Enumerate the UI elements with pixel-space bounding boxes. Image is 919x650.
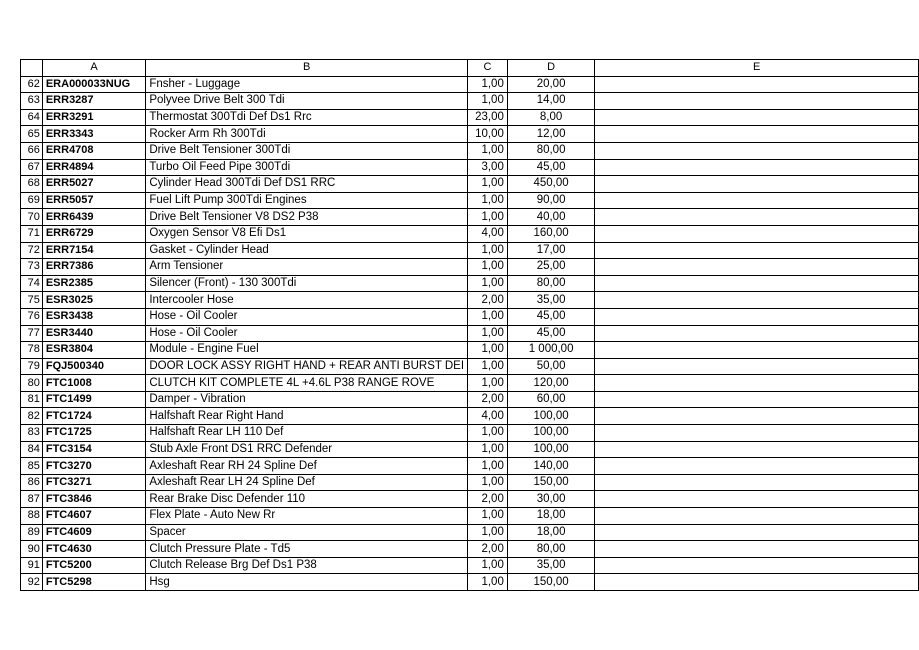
part-number-cell: FTC5200 xyxy=(42,557,145,574)
price-cell: 45,00 xyxy=(507,308,594,325)
description-cell: Damper - Vibration xyxy=(146,391,468,408)
table-row xyxy=(21,159,919,176)
description-cell: Hose - Oil Cooler xyxy=(146,325,468,342)
notes-cell xyxy=(595,292,919,309)
row-number-cell: 84 xyxy=(21,441,43,458)
header-row xyxy=(21,60,919,77)
table-row xyxy=(21,474,919,491)
quantity-cell: 1,00 xyxy=(468,242,508,259)
part-number-cell: ERR3291 xyxy=(42,109,145,126)
table-row xyxy=(21,242,919,259)
part-number-cell: ERR3287 xyxy=(42,93,145,110)
part-number-cell: FTC3270 xyxy=(42,458,145,475)
part-number-cell: FTC5298 xyxy=(42,574,145,591)
quantity-cell: 2,00 xyxy=(468,541,508,558)
notes-cell xyxy=(595,109,919,126)
part-number-cell: FTC1499 xyxy=(42,391,145,408)
description-cell: Stub Axle Front DS1 RRC Defender xyxy=(146,441,468,458)
quantity-cell: 1,00 xyxy=(468,76,508,93)
parts-table xyxy=(20,59,919,591)
notes-cell xyxy=(595,574,919,591)
notes-cell xyxy=(595,209,919,226)
quantity-cell: 1,00 xyxy=(468,93,508,110)
description-cell: Intercooler Hose xyxy=(146,292,468,309)
description-cell: Module - Engine Fuel xyxy=(146,342,468,359)
quantity-cell: 3,00 xyxy=(468,159,508,176)
quantity-cell: 1,00 xyxy=(468,508,508,525)
part-number-cell: ERR5027 xyxy=(42,176,145,193)
table-row xyxy=(21,342,919,359)
part-number-cell: ERR4708 xyxy=(42,142,145,159)
row-number-cell: 66 xyxy=(21,142,43,159)
corner-cell xyxy=(21,60,43,77)
row-number-cell: 79 xyxy=(21,358,43,375)
price-cell: 100,00 xyxy=(507,441,594,458)
column-header-d: D xyxy=(507,60,594,77)
table-row xyxy=(21,225,919,242)
row-number-cell: 62 xyxy=(21,76,43,93)
description-cell: Fnsher - Luggage xyxy=(146,76,468,93)
part-number-cell: FTC1725 xyxy=(42,425,145,442)
table-row xyxy=(21,292,919,309)
description-cell: Silencer (Front) - 130 300Tdi xyxy=(146,275,468,292)
table-row xyxy=(21,508,919,525)
part-number-cell: FTC3846 xyxy=(42,491,145,508)
price-cell: 150,00 xyxy=(507,574,594,591)
price-cell: 120,00 xyxy=(507,375,594,392)
price-cell: 50,00 xyxy=(507,358,594,375)
notes-cell xyxy=(595,192,919,209)
table-row xyxy=(21,142,919,159)
description-cell: Drive Belt Tensioner 300Tdi xyxy=(146,142,468,159)
part-number-cell: ERR3343 xyxy=(42,126,145,143)
quantity-cell: 2,00 xyxy=(468,491,508,508)
notes-cell xyxy=(595,458,919,475)
table-row xyxy=(21,76,919,93)
table-row xyxy=(21,441,919,458)
table-row xyxy=(21,176,919,193)
quantity-cell: 1,00 xyxy=(468,358,508,375)
table-row xyxy=(21,491,919,508)
part-number-cell: ESR3804 xyxy=(42,342,145,359)
part-number-cell: FTC3154 xyxy=(42,441,145,458)
description-cell: Gasket - Cylinder Head xyxy=(146,242,468,259)
notes-cell xyxy=(595,142,919,159)
notes-cell xyxy=(595,259,919,276)
description-cell: Fuel Lift Pump 300Tdi Engines xyxy=(146,192,468,209)
quantity-cell: 1,00 xyxy=(468,209,508,226)
quantity-cell: 1,00 xyxy=(468,342,508,359)
price-cell: 20,00 xyxy=(507,76,594,93)
row-number-cell: 83 xyxy=(21,425,43,442)
quantity-cell: 1,00 xyxy=(468,259,508,276)
row-number-cell: 68 xyxy=(21,176,43,193)
table-row xyxy=(21,259,919,276)
part-number-cell: ESR3438 xyxy=(42,308,145,325)
description-cell: DOOR LOCK ASSY RIGHT HAND + REAR ANTI BURST DEI xyxy=(146,358,468,375)
notes-cell xyxy=(595,441,919,458)
quantity-cell: 1,00 xyxy=(468,524,508,541)
part-number-cell: ERR7154 xyxy=(42,242,145,259)
price-cell: 80,00 xyxy=(507,541,594,558)
row-number-cell: 63 xyxy=(21,93,43,110)
notes-cell xyxy=(595,425,919,442)
price-cell: 160,00 xyxy=(507,225,594,242)
row-number-cell: 90 xyxy=(21,541,43,558)
part-number-cell: FTC3271 xyxy=(42,474,145,491)
price-cell: 25,00 xyxy=(507,259,594,276)
row-number-cell: 65 xyxy=(21,126,43,143)
price-cell: 14,00 xyxy=(507,93,594,110)
notes-cell xyxy=(595,93,919,110)
notes-cell xyxy=(595,308,919,325)
description-cell: CLUTCH KIT COMPLETE 4L +4.6L P38 RANGE ROVE xyxy=(146,375,468,392)
table-row xyxy=(21,325,919,342)
row-number-cell: 72 xyxy=(21,242,43,259)
description-cell: Axleshaft Rear RH 24 Spline Def xyxy=(146,458,468,475)
row-number-cell: 77 xyxy=(21,325,43,342)
notes-cell xyxy=(595,225,919,242)
row-number-cell: 70 xyxy=(21,209,43,226)
part-number-cell: ERR6729 xyxy=(42,225,145,242)
notes-cell xyxy=(595,76,919,93)
quantity-cell: 1,00 xyxy=(468,192,508,209)
part-number-cell: FTC1008 xyxy=(42,375,145,392)
notes-cell xyxy=(595,491,919,508)
description-cell: Drive Belt Tensioner V8 DS2 P38 xyxy=(146,209,468,226)
price-cell: 90,00 xyxy=(507,192,594,209)
price-cell: 150,00 xyxy=(507,474,594,491)
part-number-cell: ERR4894 xyxy=(42,159,145,176)
row-number-cell: 87 xyxy=(21,491,43,508)
row-number-cell: 85 xyxy=(21,458,43,475)
part-number-cell: FTC1724 xyxy=(42,408,145,425)
price-cell: 45,00 xyxy=(507,159,594,176)
description-cell: Spacer xyxy=(146,524,468,541)
column-header-c: C xyxy=(468,60,508,77)
description-cell: Clutch Pressure Plate - Td5 xyxy=(146,541,468,558)
part-number-cell: ERR7386 xyxy=(42,259,145,276)
price-cell: 12,00 xyxy=(507,126,594,143)
row-number-cell: 81 xyxy=(21,391,43,408)
quantity-cell: 2,00 xyxy=(468,391,508,408)
price-cell: 60,00 xyxy=(507,391,594,408)
description-cell: Rocker Arm Rh 300Tdi xyxy=(146,126,468,143)
description-cell: Halfshaft Rear Right Hand xyxy=(146,408,468,425)
table-row xyxy=(21,126,919,143)
quantity-cell: 23,00 xyxy=(468,109,508,126)
price-cell: 40,00 xyxy=(507,209,594,226)
quantity-cell: 1,00 xyxy=(468,308,508,325)
notes-cell xyxy=(595,176,919,193)
quantity-cell: 10,00 xyxy=(468,126,508,143)
table-row xyxy=(21,93,919,110)
column-header-a: A xyxy=(42,60,145,77)
row-number-cell: 74 xyxy=(21,275,43,292)
column-header-e: E xyxy=(595,60,919,77)
price-cell: 140,00 xyxy=(507,458,594,475)
description-cell: Cylinder Head 300Tdi Def DS1 RRC xyxy=(146,176,468,193)
part-number-cell: ESR3025 xyxy=(42,292,145,309)
description-cell: Hsg xyxy=(146,574,468,591)
description-cell: Oxygen Sensor V8 Efi Ds1 xyxy=(146,225,468,242)
row-number-cell: 88 xyxy=(21,508,43,525)
description-cell: Hose - Oil Cooler xyxy=(146,308,468,325)
row-number-cell: 76 xyxy=(21,308,43,325)
quantity-cell: 4,00 xyxy=(468,408,508,425)
description-cell: Arm Tensioner xyxy=(146,259,468,276)
notes-cell xyxy=(595,557,919,574)
price-cell: 80,00 xyxy=(507,142,594,159)
quantity-cell: 1,00 xyxy=(468,557,508,574)
price-cell: 8,00 xyxy=(507,109,594,126)
notes-cell xyxy=(595,474,919,491)
table-row xyxy=(21,408,919,425)
row-number-cell: 75 xyxy=(21,292,43,309)
description-cell: Rear Brake Disc Defender 110 xyxy=(146,491,468,508)
row-number-cell: 86 xyxy=(21,474,43,491)
notes-cell xyxy=(595,508,919,525)
row-number-cell: 67 xyxy=(21,159,43,176)
row-number-cell: 64 xyxy=(21,109,43,126)
notes-cell xyxy=(595,325,919,342)
table-row xyxy=(21,524,919,541)
table-row xyxy=(21,275,919,292)
description-cell: Halfshaft Rear LH 110 Def xyxy=(146,425,468,442)
part-number-cell: ERR6439 xyxy=(42,209,145,226)
row-number-cell: 91 xyxy=(21,557,43,574)
price-cell: 45,00 xyxy=(507,325,594,342)
notes-cell xyxy=(595,342,919,359)
quantity-cell: 1,00 xyxy=(468,458,508,475)
quantity-cell: 4,00 xyxy=(468,225,508,242)
table-row xyxy=(21,574,919,591)
notes-cell xyxy=(595,391,919,408)
quantity-cell: 1,00 xyxy=(468,325,508,342)
notes-cell xyxy=(595,358,919,375)
price-cell: 100,00 xyxy=(507,425,594,442)
quantity-cell: 2,00 xyxy=(468,292,508,309)
price-cell: 80,00 xyxy=(507,275,594,292)
notes-cell xyxy=(595,541,919,558)
part-number-cell: ESR3440 xyxy=(42,325,145,342)
price-cell: 450,00 xyxy=(507,176,594,193)
row-number-cell: 89 xyxy=(21,524,43,541)
table-row xyxy=(21,425,919,442)
part-number-cell: FTC4609 xyxy=(42,524,145,541)
row-number-cell: 71 xyxy=(21,225,43,242)
table-row xyxy=(21,192,919,209)
part-number-cell: ERA000033NUG xyxy=(42,76,145,93)
table-row xyxy=(21,541,919,558)
part-number-cell: ESR2385 xyxy=(42,275,145,292)
price-cell: 18,00 xyxy=(507,524,594,541)
price-cell: 1 000,00 xyxy=(507,342,594,359)
row-number-cell: 73 xyxy=(21,259,43,276)
quantity-cell: 1,00 xyxy=(468,474,508,491)
quantity-cell: 1,00 xyxy=(468,142,508,159)
row-number-cell: 69 xyxy=(21,192,43,209)
description-cell: Axleshaft Rear LH 24 Spline Def xyxy=(146,474,468,491)
quantity-cell: 1,00 xyxy=(468,176,508,193)
part-number-cell: ERR5057 xyxy=(42,192,145,209)
price-cell: 35,00 xyxy=(507,557,594,574)
table-row xyxy=(21,209,919,226)
row-number-cell: 80 xyxy=(21,375,43,392)
notes-cell xyxy=(595,375,919,392)
row-number-cell: 92 xyxy=(21,574,43,591)
description-cell: Thermostat 300Tdi Def Ds1 Rrc xyxy=(146,109,468,126)
part-number-cell: FQJ500340 xyxy=(42,358,145,375)
price-cell: 17,00 xyxy=(507,242,594,259)
quantity-cell: 1,00 xyxy=(468,441,508,458)
description-cell: Turbo Oil Feed Pipe 300Tdi xyxy=(146,159,468,176)
table-row xyxy=(21,109,919,126)
notes-cell xyxy=(595,524,919,541)
table-row xyxy=(21,358,919,375)
price-cell: 30,00 xyxy=(507,491,594,508)
price-cell: 18,00 xyxy=(507,508,594,525)
part-number-cell: FTC4607 xyxy=(42,508,145,525)
quantity-cell: 1,00 xyxy=(468,425,508,442)
table-row xyxy=(21,458,919,475)
price-cell: 100,00 xyxy=(507,408,594,425)
notes-cell xyxy=(595,242,919,259)
part-number-cell: FTC4630 xyxy=(42,541,145,558)
notes-cell xyxy=(595,159,919,176)
table-row xyxy=(21,375,919,392)
column-header-b: B xyxy=(146,60,468,77)
description-cell: Clutch Release Brg Def Ds1 P38 xyxy=(146,557,468,574)
notes-cell xyxy=(595,408,919,425)
table-row xyxy=(21,557,919,574)
table-row xyxy=(21,391,919,408)
row-number-cell: 82 xyxy=(21,408,43,425)
row-number-cell: 78 xyxy=(21,342,43,359)
notes-cell xyxy=(595,126,919,143)
description-cell: Flex Plate - Auto New Rr xyxy=(146,508,468,525)
quantity-cell: 1,00 xyxy=(468,275,508,292)
quantity-cell: 1,00 xyxy=(468,574,508,591)
description-cell: Polyvee Drive Belt 300 Tdi xyxy=(146,93,468,110)
table-row xyxy=(21,308,919,325)
price-cell: 35,00 xyxy=(507,292,594,309)
notes-cell xyxy=(595,275,919,292)
quantity-cell: 1,00 xyxy=(468,375,508,392)
